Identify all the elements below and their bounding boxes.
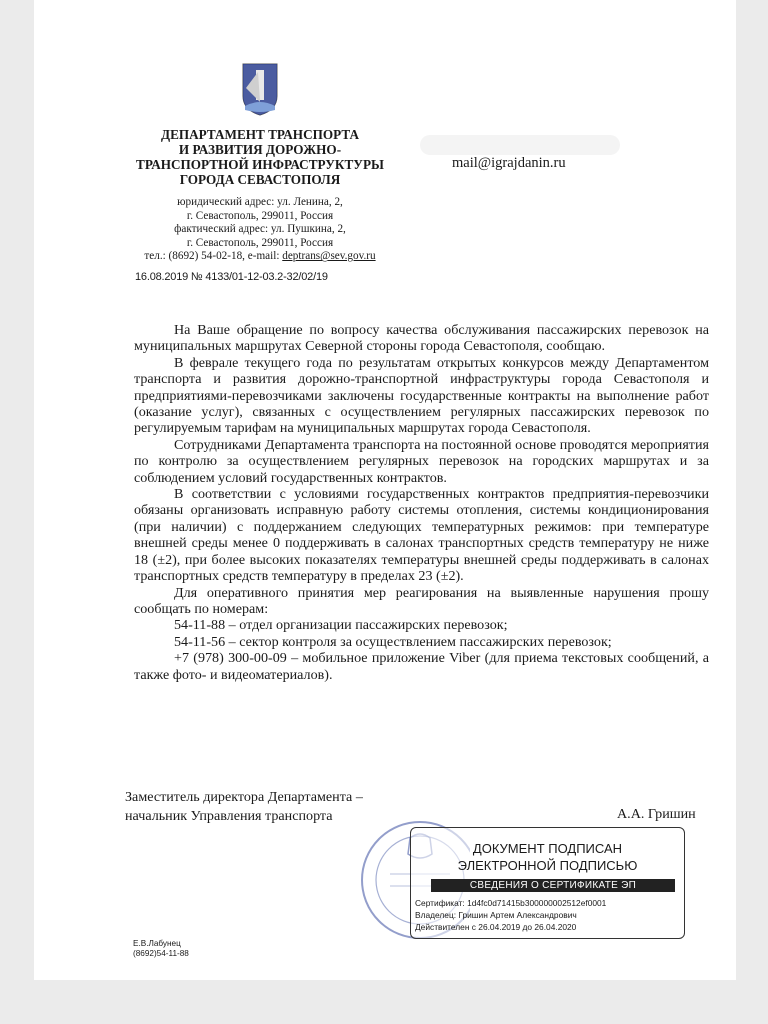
certificate-header: СВЕДЕНИЯ О СЕРТИФИКАТЕ ЭП [431,879,675,892]
phone-line: 54-11-56 – сектор контроля за осуществлением пассажирских перевозок; [174,633,612,650]
dept-name-line: ТРАНСПОРТНОЙ ИНФРАСТРУКТУРЫ [136,157,384,172]
letter-body [134,322,709,683]
address-line: г. Севастополь, 299011, Россия [186,209,334,222]
certificate-line: Сертификат: 1d4fc0d71415b300000002512ef0001 [415,898,607,908]
dept-name-line: ДЕПАРТАМЕНТ ТРАНСПОРТА [161,127,359,142]
phone-line: +7 (978) 300-00-09 – мобильное приложение Viber (для приема текстовых сообщений, а также фото- и видеоматериалов). [134,650,709,683]
body-paragraph: Для оперативного принятия мер реагирования на выявленные нарушения прошу сообщать по номерам: [134,584,709,617]
signer-position [125,788,363,826]
department-email-link[interactable]: deptrans@sev.gov.ru [282,250,376,263]
department-address [100,196,420,264]
executor-info [133,939,189,959]
esignature-title [411,840,684,874]
redacted-recipient [420,135,620,155]
body-paragraph: На Ваше обращение по вопросу качества обслуживания пассажирских перевозок на муниципальных маршрутах Северной стороны города Севастополя, сообщаю. [134,322,709,355]
certificate-line: Владелец: Гришин Артем Александрович [415,910,577,920]
contacts-prefix: тел.: (8692) 54-02-18, e-mail: [144,250,283,263]
registration-number: 16.08.2019 № 4133/01-12-03.2-32/02/19 [135,271,328,283]
certificate-line: Действителен с 26.04.2019 до 26.04.2020 [415,922,577,932]
body-paragraph: В соответствии с условиями государственных контрактов предприятия-перевозчики обязаны организовать исправную работу системы отопления, системы кондиционирования (при наличии) с поддержанием следующих температурных режимов: при температуре внешней среды менее 0 поддерживать в салонах транспортных средств температуру не ниже 18 (±2), при более высоких показателях температуры внешней среды поддерживать в салонах транспортных средств температуру в пределах 23 (±2). [134,486,709,585]
esignature-title-line: ЭЛЕКТРОННОЙ ПОДПИСЬЮ [457,858,638,873]
address-line: юридический адрес: ул. Ленина, 2, [177,196,343,208]
recipient-email: mail@igrajdanin.ru [452,155,566,171]
phone-line: 54-11-88 – отдел организации пассажирских перевозок; [174,617,508,634]
certificate-details [415,897,606,933]
esignature-title-line: ДОКУМЕНТ ПОДПИСАН [472,841,623,856]
signer-position-line: начальник Управления транспорта [125,808,333,824]
address-line: фактический адрес: ул. Пушкина, 2, [174,223,346,236]
body-paragraph: В феврале текущего года по результатам открытых конкурсов между Департаментом транспорта и развития дорожно-транспортной инфраструктуры города Севастополя и предприятиями-перевозчиками заключены государственные контракты на выполнение работ (оказание услуг), связанных с осуществлением регулярных пассажирских перевозок по регулируемым тарифам на муниципальных маршрутах города Севастополя. [134,354,709,437]
electronic-signature-box [410,827,685,939]
dept-name-line: ГОРОДА СЕВАСТОПОЛЯ [179,172,341,187]
executor-name: Е.В.Лабунец [133,939,181,948]
contacts-line [100,250,420,264]
dept-name-line: И РАЗВИТИЯ ДОРОЖНО- [178,142,342,157]
sevastopol-crest-icon [240,62,280,116]
body-paragraph: Сотрудниками Департамента транспорта на постоянной основе проводятся мероприятия по контролю за осуществлением регулярных перевозок на городских маршрутах и за соблюдением условий государственных контрактов. [134,436,709,486]
signer-position-line: Заместитель директора Департамента – [125,789,363,805]
address-line: г. Севастополь, 299011, Россия [186,236,334,249]
signer-name: А.А. Гришин [617,806,696,822]
executor-phone: (8692)54-11-88 [133,949,189,958]
department-name [100,127,420,187]
